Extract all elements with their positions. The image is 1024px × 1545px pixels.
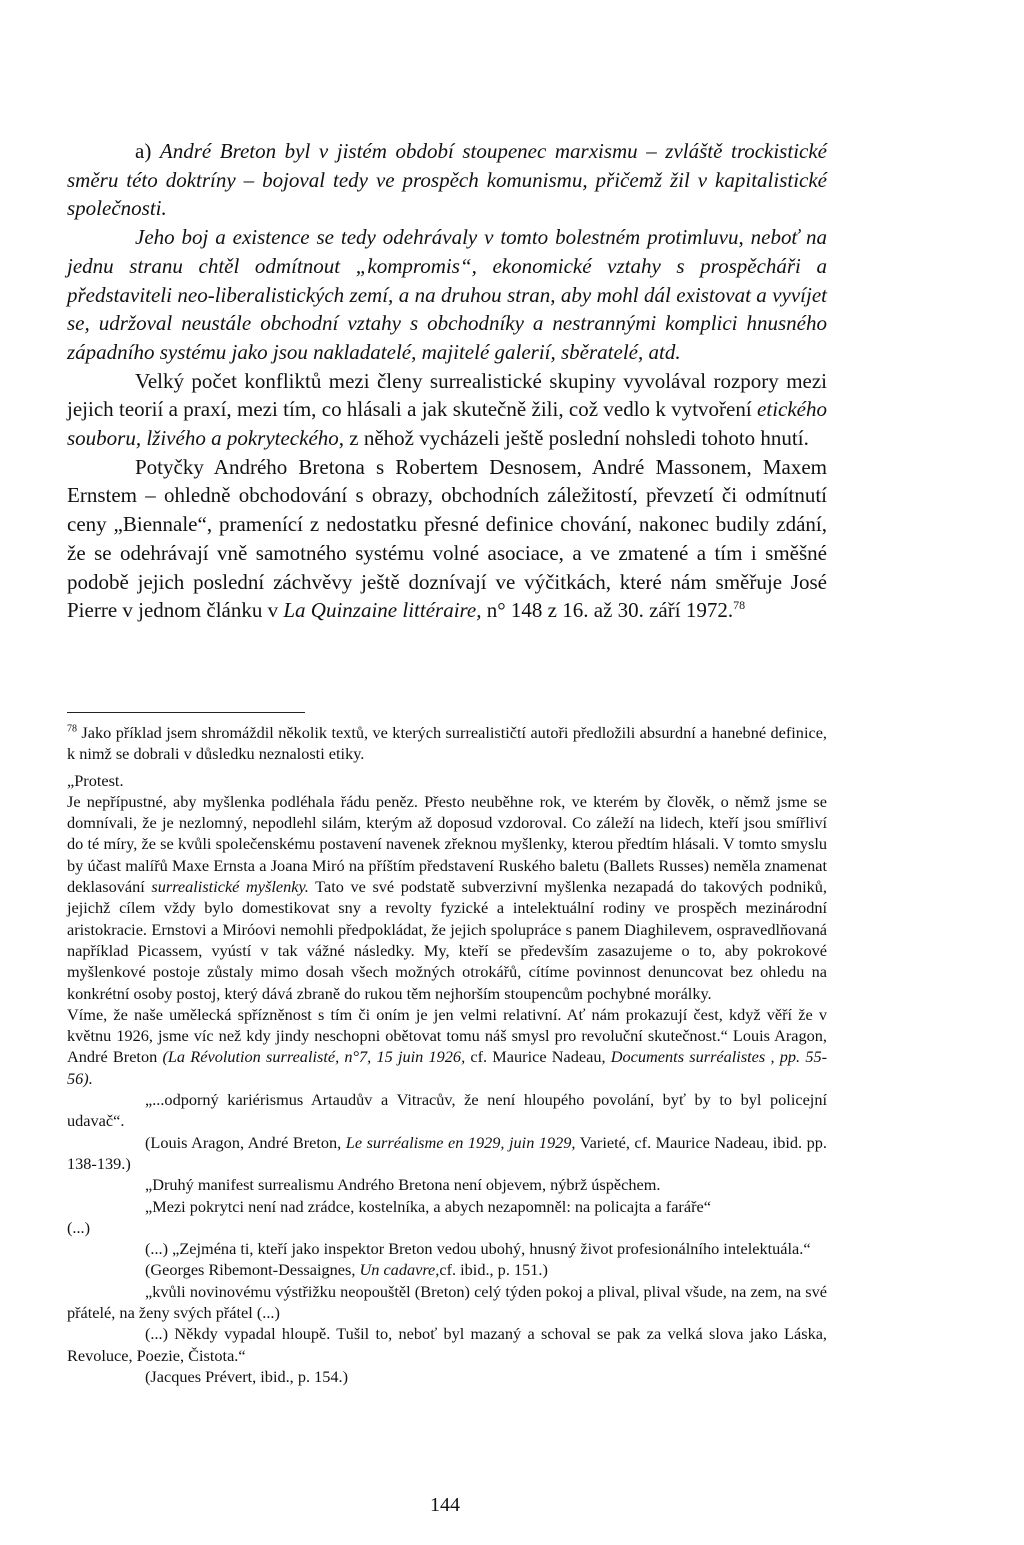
source-1-text-2: Varieté, cf. Maurice Nadeau, ibid. pp. 138-139.): [67, 1132, 827, 1173]
protest-2-text-1: Víme, že naše umělecká spřízněnost s tím či oním je jen velmi relativní. Ať nám prokazují čest, když věří že v květnu 1926, jsme víc než kdy jindy neschopni obětovat tomu náš smysl pro revoluční skutečnost.“ Louis Aragon, André Breton: [67, 1004, 827, 1067]
paragraph-c-text-2: z něhož vycházeli ještě poslední nohsledi tohoto hnutí.: [344, 426, 809, 451]
source-1-text-1: (Louis Aragon, André Breton,: [145, 1132, 346, 1152]
protest-paragraph-2: [67, 1004, 827, 1089]
paragraph-d-text-1: Potyčky Andrého Bretona s Robertem Desnosem, André Massonem, Maxem Ernstem – ohledně obchodování s obrazy, obchodních záležitostí, převzetí či odmítnutí ceny „Biennale“, pramenící z nedostatku přesné definice chování, nakonec budily zdání, že se odehrávají vně samotného systému volné asociace, a ve zmatené a tím i směšné podobě jejich poslední záchvěvy ještě doznívají ve výčitkách, které nám směřuje José Pierre v jednom článku v: [67, 454, 827, 623]
source-3: (Jacques Prévert, ibid., p. 154.): [145, 1366, 349, 1386]
source-2-text-2: cf. ibid., p. 151.): [439, 1260, 548, 1280]
ellipsis-line: (...): [67, 1217, 91, 1237]
footnote-separator: [67, 712, 305, 713]
quote-3: „Mezi pokrytci není nad zrádce, kostelníka, a abych nezapomněl: na policajta a faráře“: [145, 1196, 711, 1216]
quote-1: „...odporný kariérismus Artaudův a Vitracův, že není hloupého povolání, byť by to byl policejní udavač“.: [67, 1090, 827, 1131]
paragraph-a: [67, 137, 827, 223]
paragraph-c-emphasis: etického souboru, lživého a pokryteckého,: [67, 397, 827, 451]
quote-6: (...) Někdy vypadal hloupě. Tušil to, neboť byl mazaný a schoval se pak za velká slova jako Láska, Revoluce, Poezie, Čistota.“: [67, 1324, 827, 1365]
source-1: [67, 1132, 827, 1175]
source-2-title: Un cadavre,: [359, 1260, 440, 1280]
protest-title: „Protest.: [67, 770, 124, 790]
footnote-number: 78: [67, 723, 77, 735]
paragraph-b: Jeho boj a existence se tedy odehrávaly v tomto bolestném protimluvu, neboť na jednu stranu chtěl odmítnout „kompromis“, ekonomické vztahy s prospěcháři a představiteli neo-liberalistických zemí, a na druhou stran, aby mohl dál existovat a vyvíjet se, udržoval neustále obchodní vztahy s obchodníky a nestrannými komplici hnusného západního systému jako jsou nakladatelé, majitelé galerií, sběratelé, atd.: [67, 225, 827, 364]
footnote-intro-text: Jako příklad jsem shromáždil několik textů, ve kterých surrealističtí autoři předložili absurdní a hanebné definice, k nimž se dobrali v důsledku neznalosti etiky.: [67, 723, 827, 764]
protest-paragraph-1: [67, 791, 827, 1004]
paragraph-c: [67, 367, 827, 453]
source-2: [67, 1259, 827, 1280]
protest-1-text-2: Tato ve své podstatě subverzivní myšlenka nezapadá do takových podniků, jejichž cílem vždy bylo domestikovat sny a revolty fyzické a intelektuální rodiny ve prospěch mezinárodní aristokracie. Ernstovi a Miróovi nemohli předpokládat, že jejich spolupráce s panem Diaghilevem, ospravedlňovaná například Picassem, vyústí v tak vážné následky. My, kteří se především zasazujeme o to, aby pokrokové myšlenkové postoje zůstaly mimo dosah všech možných otrokářů, cítíme povinnost denuncovat bez ohledu na konkrétní osoby postoj, který dává zbraně do rukou těm nejhorším stoupencům pochybné morálky.: [67, 877, 827, 1003]
journal-title: La Quinzaine littéraire,: [283, 598, 482, 623]
paragraph-c-text-1: Velký počet konfliktů mezi členy surrealistické skupiny vyvolával rozpory mezi jejich teorií a praxí, mezi tím, co hlásali a jak skutečně žili, což vedlo k vytvoření: [67, 368, 827, 422]
protest-1-emphasis: surrealistické myšlenky.: [151, 877, 309, 897]
quote-4: (...) „Zejména ti, kteří jako inspektor Breton vedou ubohý, hnusný život profesionálního intelektuála.“: [145, 1239, 811, 1259]
page-number: 144: [430, 1494, 460, 1516]
footnote-block: [67, 722, 827, 1387]
quote-5: „kvůli novinovému výstřižku neopouštěl (Breton) celý týden pokoj a plival, plival všude, na zem, na své přátelé, na ženy svých přátel (...): [67, 1281, 827, 1323]
protest-2-text-2: cf. Maurice Nadeau,: [465, 1047, 611, 1067]
paragraph-d: [67, 453, 827, 625]
protest-2-source: Documents surréalistes , pp. 55-56).: [67, 1047, 828, 1088]
quote-2: „Druhý manifest surrealismu Andrého Bretona není objevem, nýbrž úspěchem.: [145, 1175, 661, 1195]
paragraph-a-text: André Breton byl v jistém období stoupenec marxismu – zvláště trockistické směru této doktríny – bojoval tedy ve prospěch komunismu, přičemž žil v kapitalistické společnosti.: [67, 139, 827, 221]
footnote-intro: [67, 722, 827, 765]
source-1-title: Le surréalisme en 1929, juin 1929,: [345, 1132, 576, 1152]
protest-2-citation: (La Révolution surrealisté, n°7, 15 juin 1926,: [162, 1047, 466, 1067]
footnote-reference[interactable]: 78: [733, 598, 746, 613]
list-marker: a): [135, 139, 160, 163]
paragraph-d-text-2: n° 148 z 16. až 30. září 1972.: [481, 598, 734, 623]
source-2-text-1: (Georges Ribemont-Dessaignes,: [145, 1260, 360, 1280]
protest-1-text-1: Je nepřípustné, aby myšlenka podléhala řádu peněz. Přesto neuběhne rok, ve kterém by člověk, o němž jsme se domnívali, že je nezlomný, nepodlehl silám, kterým až doposud vzdoroval. Co záleží na lidech, kteří jsou smířliví do té míry, že se kvůli společenskému postavení navenek zřeknou myšlenky, kterou předtím hlásali. V tomto smyslu by účast malířů Maxe Ernsta a Joana Miró na příštím představení Ruského baletu (Ballets Russes) neměla znamenat deklasování: [67, 791, 827, 897]
main-text: [67, 137, 827, 625]
